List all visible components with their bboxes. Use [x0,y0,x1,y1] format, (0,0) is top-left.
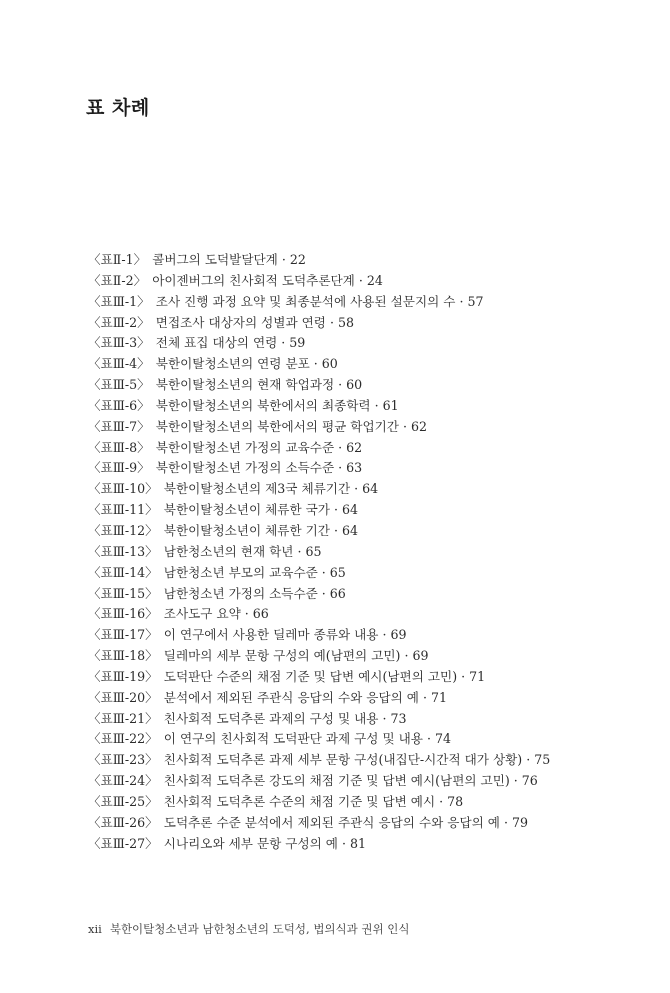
toc-entry-separator: · [329,314,334,330]
toc-entry[interactable] [88,333,648,354]
toc-entry-page: 75 [534,752,551,768]
toc-entry-page: 64 [341,502,358,518]
toc-entry-separator: · [333,522,338,538]
toc-entry[interactable] [88,438,648,459]
toc-entry-page: 60 [346,377,363,393]
toc-entry-title: 북한이탈청소년의 제3국 체류기간 [163,481,351,497]
toc-entry-title: 조사도구 요약 [163,606,241,622]
toc-entry-page: 65 [329,564,346,580]
toc-entry-title: 이 연구에서 사용한 딜레마 종류와 내용 [163,627,379,643]
toc-entry-page: 64 [341,522,358,538]
toc-entry-separator: · [382,710,387,726]
toc-entry-title: 남한청소년 가정의 소득수준 [163,585,318,601]
toc-entry-separator: · [526,752,531,768]
toc-entry-page: 79 [511,814,528,830]
toc-entry[interactable] [88,604,648,625]
toc-entry-page: 66 [329,585,346,601]
toc-entry-separator: · [333,502,338,518]
toc-entry-page: 61 [382,397,399,413]
toc-entry-title: 조사 진행 과정 요약 및 최종분석에 사용된 설문지의 수 [155,293,456,309]
toc-entry-label: 〈표Ⅲ-20〉 [88,689,158,705]
toc-entry[interactable] [88,271,648,292]
toc-entry-page: 81 [349,835,366,851]
toc-entry-label: 〈표Ⅲ-13〉 [88,543,158,559]
toc-entry[interactable] [88,813,648,834]
toc-entry-label: 〈표Ⅲ-10〉 [88,481,158,497]
toc-entry-page: 74 [434,731,451,747]
toc-entry[interactable] [88,625,648,646]
toc-entry-title: 북한이탈청소년의 북한에서의 평균 학업기간 [155,418,399,434]
toc-entry-separator: · [321,585,326,601]
toc-entry-title: 북한이탈청소년의 연령 분포 [155,356,310,372]
toc-entry-label: 〈표Ⅲ-1〉 [88,293,150,309]
toc-entry[interactable] [88,479,648,500]
toc-entry-label: 〈표Ⅲ-25〉 [88,793,158,809]
toc-entry-title: 북한이탈청소년의 현재 학업과정 [155,377,335,393]
toc-entry-separator: · [439,793,444,809]
toc-entry[interactable] [88,667,648,688]
toc-entry-title: 전체 표집 대상의 연령 [155,335,278,351]
toc-entry-page: 24 [366,272,383,288]
toc-entry[interactable] [88,792,648,813]
toc-entry-page: 73 [390,710,407,726]
toc-entry-label: 〈표Ⅲ-22〉 [88,731,158,747]
toc-entry[interactable] [88,750,648,771]
toc-entry-page: 69 [390,627,407,643]
toc-entry-title: 이 연구의 친사회적 도덕판단 과제 구성 및 내용 [163,731,423,747]
toc-entry-title: 분석에서 제외된 주관식 응답의 수와 응답의 예 [163,689,419,705]
toc-entry-title: 친사회적 도덕추론 수준의 채점 기준 및 답변 예시 [163,793,436,809]
toc-entry-title: 도덕판단 수준의 채점 기준 및 답변 예시(남편의 고민) [163,668,458,684]
toc-entry-title: 남한청소년 부모의 교육수준 [163,564,318,580]
page-number: xii [88,922,102,936]
toc-entry[interactable] [88,688,648,709]
toc-entry-separator: · [513,773,518,789]
toc-entry-label: 〈표Ⅲ-24〉 [88,773,158,789]
toc-entry[interactable] [88,250,648,271]
toc-entry-separator: · [426,731,431,747]
toc-entry-separator: · [461,668,466,684]
toc-entry[interactable] [88,354,648,375]
toc-entry-label: 〈표Ⅲ-15〉 [88,585,158,601]
toc-entry[interactable] [88,542,648,563]
toc-entry-page: 63 [346,460,363,476]
toc-entry-separator: · [422,689,427,705]
toc-entry[interactable] [88,521,648,542]
toc-entry-label: 〈표Ⅱ-1〉 [88,252,147,267]
toc-entry-separator: · [354,481,359,497]
toc-entry-label: 〈표Ⅲ-2〉 [88,314,150,330]
toc-entry-label: 〈표Ⅲ-5〉 [88,377,150,393]
toc-entry-title: 친사회적 도덕추론 강도의 채점 기준 및 답변 예시(남편의 고민) [163,773,510,789]
toc-entry[interactable] [88,563,648,584]
toc-entry[interactable] [88,313,648,334]
toc-entry-page: 57 [467,293,484,309]
toc-entry[interactable] [88,500,648,521]
toc-entry-label: 〈표Ⅲ-16〉 [88,606,158,622]
toc-entry-title: 북한이탈청소년이 체류한 기간 [163,522,330,538]
toc-entry-page: 76 [521,773,538,789]
toc-entry-page: 64 [362,481,379,497]
toc-entry-label: 〈표Ⅲ-27〉 [88,835,158,851]
toc-entry-page: 71 [430,689,447,705]
toc-entry-label: 〈표Ⅲ-4〉 [88,356,150,372]
toc-entry-page: 62 [410,418,427,434]
toc-entry-title: 친사회적 도덕추론 과제 세부 문항 구성(내집단-시간적 대가 상황) [163,752,523,768]
toc-entry-page: 58 [337,314,354,330]
toc-entry-page: 22 [289,252,306,267]
toc-entry-separator: · [459,293,464,309]
toc-entry-page: 65 [305,543,322,559]
toc-entry-label: 〈표Ⅲ-3〉 [88,335,150,351]
toc-entry-title: 북한이탈청소년이 체류한 국가 [163,502,330,518]
toc-entry-page: 69 [412,648,429,664]
toc-entry-page: 62 [346,439,363,455]
toc-entry-separator: · [338,377,343,393]
toc-entry-title: 딜레마의 세부 문항 구성의 예(남편의 고민) [163,648,401,664]
toc-entry-page: 60 [321,356,338,372]
toc-entry[interactable] [88,834,648,855]
toc-entry-label: 〈표Ⅲ-14〉 [88,564,158,580]
toc-entry-title: 도덕추론 수준 분석에서 제외된 주관식 응답의 수와 응답의 예 [163,814,500,830]
page-title: 표 차례 [86,97,150,119]
toc-entry-page: 71 [469,668,486,684]
toc-entry[interactable] [88,396,648,417]
toc-entry[interactable] [88,584,648,605]
toc-entry-title: 북한이탈청소년 가정의 교육수준 [155,439,335,455]
toc-entry-separator: · [358,272,363,288]
toc-entry-separator: · [404,648,409,664]
running-title: 북한이탈청소년과 남한청소년의 도덕성, 법의식과 권위 인식 [109,922,410,936]
toc-entry-separator: · [382,627,387,643]
toc-entry[interactable] [88,729,648,750]
toc-entry-title: 남한청소년의 현재 학년 [163,543,294,559]
toc-entry-label: 〈표Ⅱ-2〉 [88,272,147,288]
toc-entry-label: 〈표Ⅲ-26〉 [88,814,158,830]
toc-entry-page: 78 [447,793,464,809]
toc-entry-separator: · [281,252,286,267]
toc-entry-title: 북한이탈청소년 가정의 소득수준 [155,460,335,476]
toc-entry-title: 친사회적 도덕추론 과제의 구성 및 내용 [163,710,379,726]
toc-entry-title: 북한이탈청소년의 북한에서의 최종학력 [155,397,371,413]
toc-entry-label: 〈표Ⅲ-12〉 [88,522,158,538]
toc-entry-label: 〈표Ⅲ-7〉 [88,418,150,434]
toc-entry[interactable] [88,646,648,667]
toc-entry-label: 〈표Ⅲ-11〉 [88,502,158,518]
toc-entry[interactable] [88,458,648,479]
toc-entry-title: 시나리오와 세부 문항 구성의 예 [163,835,338,851]
toc-entry[interactable] [88,417,648,438]
toc-entry-separator: · [297,543,302,559]
toc-entry-label: 〈표Ⅲ-18〉 [88,648,158,664]
toc-entry-title: 콜버그의 도덕발달단계 [152,252,278,267]
toc-entry[interactable] [88,292,648,313]
toc-entry-separator: · [313,356,318,372]
toc-entry[interactable] [88,771,648,792]
toc-entry-title: 면접조사 대상자의 성별과 연령 [155,314,326,330]
toc-entry-separator: · [281,335,286,351]
toc-entry-label: 〈표Ⅲ-8〉 [88,439,150,455]
toc-entry-title: 아이젠버그의 친사회적 도덕추론단계 [152,272,355,288]
toc-entry-label: 〈표Ⅲ-21〉 [88,710,158,726]
toc-entry[interactable] [88,709,648,730]
toc-entry-separator: · [402,418,407,434]
toc-entry-label: 〈표Ⅲ-6〉 [88,397,150,413]
toc-entry[interactable] [88,375,648,396]
toc-entry-separator: · [503,814,508,830]
toc-entry-separator: · [244,606,249,622]
page-footer [88,921,410,937]
toc-entry-label: 〈표Ⅲ-9〉 [88,460,150,476]
toc-entry-separator: · [338,460,343,476]
toc-entry-separator: · [341,835,346,851]
toc-entry-page: 66 [252,606,269,622]
toc-entry-label: 〈표Ⅲ-23〉 [88,752,158,768]
table-of-tables [88,250,648,854]
toc-entry-label: 〈표Ⅲ-19〉 [88,668,158,684]
toc-entry-separator: · [338,439,343,455]
toc-entry-label: 〈표Ⅲ-17〉 [88,627,158,643]
toc-entry-page: 59 [289,335,306,351]
toc-entry-separator: · [374,397,379,413]
toc-entry-separator: · [321,564,326,580]
